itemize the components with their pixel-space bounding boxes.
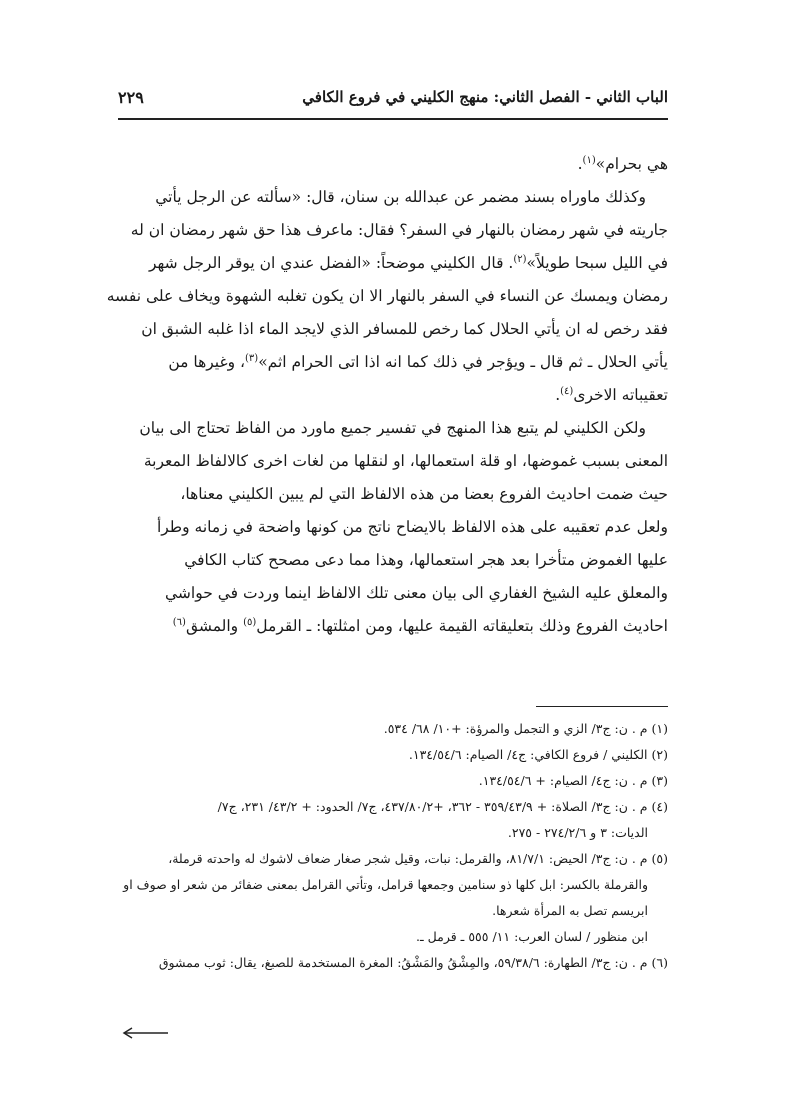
footnote-4: (٤) م . ن: ج٣/ الصلاة: + ٣٥٩/٤٣/٩ - ٣٦٢، +٤٣٧/٨٠/٢، ج٧/ الحدود: + ٤٣/٢/ ٢٣١، ج٧/ [217, 799, 668, 814]
footnote-5-continued: والقرملة بالكسر: ابل كلها ذو سنامين وجمعها قرامل، وتأتي القرامل بمعنى ضفائر من شعر او صوف او [123, 877, 648, 892]
footnote-4-continued: الديات: ٣ و ٢٧٤/٢/٦ - ٢٧٥. [507, 825, 648, 840]
footnote-ref: (٤) [560, 385, 574, 397]
footnote-2: (٢) الكليني / فروع الكافي: ج٤/ الصيام: ١٣٤/٥٤/٦. [408, 747, 668, 762]
page-number: ٢٢٩ [118, 88, 144, 107]
text-line-6: فقد رخص له ان يأتي الحلال كما رخص للمسافر الذي لايجد الماء اذا غلبه الشبق ان [141, 320, 668, 338]
text-line-9: ولكن الكليني لم يتبع هذا المنهج في تفسير جميع ماورد من الفاظ تحتاج الى بيان [139, 419, 646, 437]
footnote-ref: (٥) [243, 616, 257, 628]
footnote-ref: (٢) [513, 253, 527, 265]
text-line-12: ولعل عدم تعقيبه على هذه الالفاظ بالايضاح ناتج من كونها واضحة في زمانه وطرأ [156, 518, 668, 536]
header-title: الباب الثاني - الفصل الثاني: منهج الكليني في فروع الكافي [302, 88, 668, 106]
footnote-ref: (٦) [172, 616, 186, 628]
footnote-5-source: ابن منظور / لسان العرب: ١١/ ٥٥٥ ـ قرمل ـ. [416, 929, 648, 944]
footnote-3: (٣) م . ن: ج٤/ الصيام: + ١٣٤/٥٤/٦. [478, 773, 668, 788]
text-line-1: هي بحرام»$^{(١)}$. [577, 154, 668, 173]
footnote-separator [536, 706, 668, 707]
main-text [106, 148, 668, 643]
text-line-3: جاريته في شهر رمضان بالنهار في السفر؟ فقال: ماعرف هذا حق شهر رمضان ان له [130, 221, 668, 239]
running-header [118, 86, 668, 116]
footnotes [118, 716, 668, 976]
text-line-11: حيث ضمت احاديث الفروع بعضا من هذه الالفاظ التي لم يبين الكليني معناها، [180, 485, 668, 503]
footnote-1: (١) م . ن: ج٣/ الزي و التجمل والمرؤة: +١٠/ ٦٨/ ٥٣٤. [383, 721, 668, 736]
text-line-5: رمضان ويمسك عن النساء في السفر بالنهار الا ان يكون تغلبه الشهوة ويخاف على نفسه [106, 287, 668, 305]
text-line-14: والمعلق عليه الشيخ الغفاري الى بيان معنى تلك الالفاظ اينما وردت في حواشي [164, 584, 668, 602]
footnote-5-continued: ابريسم تصل به المرأة شعرها. [492, 903, 648, 918]
footnote-5: (٥) م . ن: ج٣/ الحيض: ٨١/٧/١، والقرمل: نبات، وقيل شجر صغار ضعاف لاشوك له واحدته قرملة، [168, 851, 668, 866]
text-line-2: وكذلك ماوراه بسند مضمر عن عبدالله بن سنان، قال: «سألته عن الرجل يأتي [155, 188, 646, 206]
footnote-ref: (٣) [245, 352, 259, 364]
header-rule [118, 118, 668, 120]
text-line-7: يأتي الحلال ـ ثم قال ـ ويؤجر في ذلك كما انه اذا اتى الحرام اثم»$^{(٣)}$، وغيرها من [168, 352, 668, 371]
continued-arrow-icon [120, 1026, 170, 1040]
footnote-6: (٦) م . ن: ج٣/ الطهارة: ٥٩/٣٨/٦، والمِشْقُ والمَشْقُ: المغرة المستخدمة للصبغ، يقال: ثوب ممشوق [158, 955, 668, 970]
text-line-10: المعنى بسبب غموضها، او قلة استعمالها، او لنقلها من لغات اخرى كالالفاظ المعربة [143, 452, 668, 470]
text-line-13: عليها الغموض متأخرا بعد هجر استعمالها، وهذا مما دعى مصحح كتاب الكافي [184, 551, 668, 569]
text-line-4: في الليل سبحا طويلاً»$^{(٢)}$. قال الكليني موضحاً: «الفضل عندي ان يوقر الرجل شهر [148, 253, 668, 272]
text-line-15: احاديث الفروع وذلك بتعليقاته القيمة عليها، ومن امثلتها: ـ القرمل$^{(٥)}$ والمشق$^{(٦)}$ [172, 616, 668, 635]
text-line-8: تعقيباته الاخرى$^{(٤)}$. [555, 385, 668, 404]
footnote-ref: (١) [582, 154, 596, 166]
